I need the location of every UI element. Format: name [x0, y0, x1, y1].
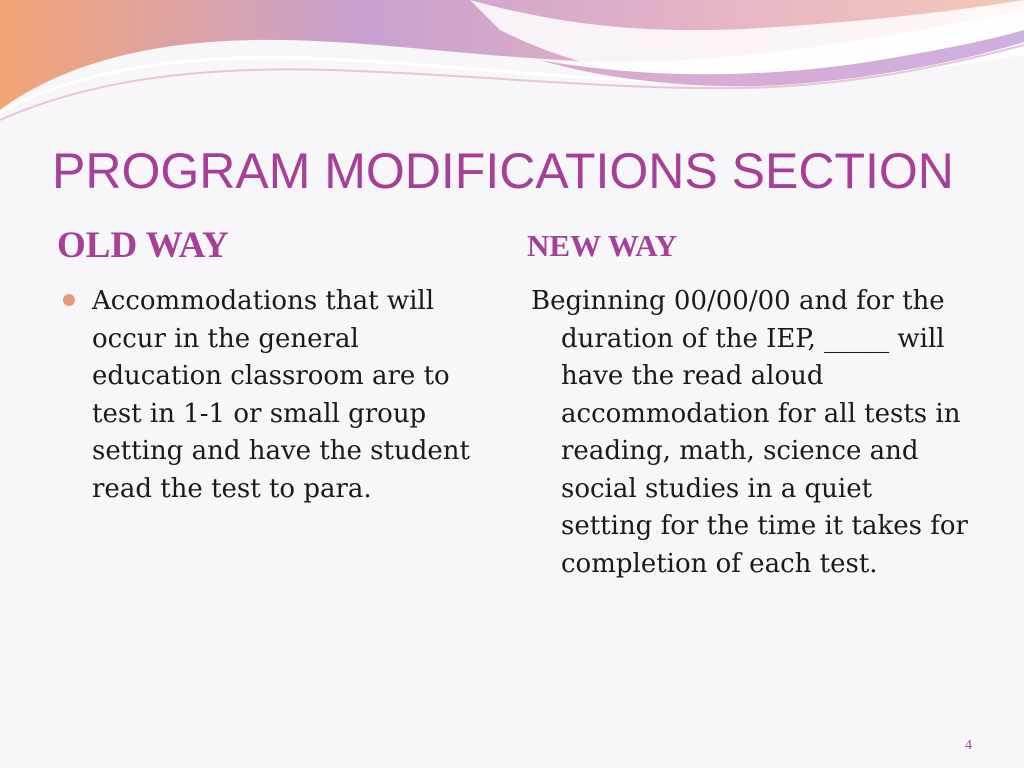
page-number: 4	[965, 738, 972, 753]
old-way-text: Accommodations that will occur in the general education classroom are to test in 1-1 or small group setting and have the student read the test to para.	[92, 286, 470, 504]
new-way-heading: NEW WAY	[527, 228, 678, 263]
new-way-text: Beginning 00/00/00 and for the duration of the IEP, _____ will have the read aloud accommodation for all tests in reading, math, science and social studies in a quiet setting for the time it takes for completion of each test.	[531, 286, 968, 579]
bullet-dot-icon	[63, 294, 75, 306]
slide-title: PROGRAM MODIFICATIONS SECTION	[52, 143, 954, 199]
old-way-heading: OLD WAY	[57, 225, 229, 266]
decorative-wave-banner	[0, 0, 1024, 140]
